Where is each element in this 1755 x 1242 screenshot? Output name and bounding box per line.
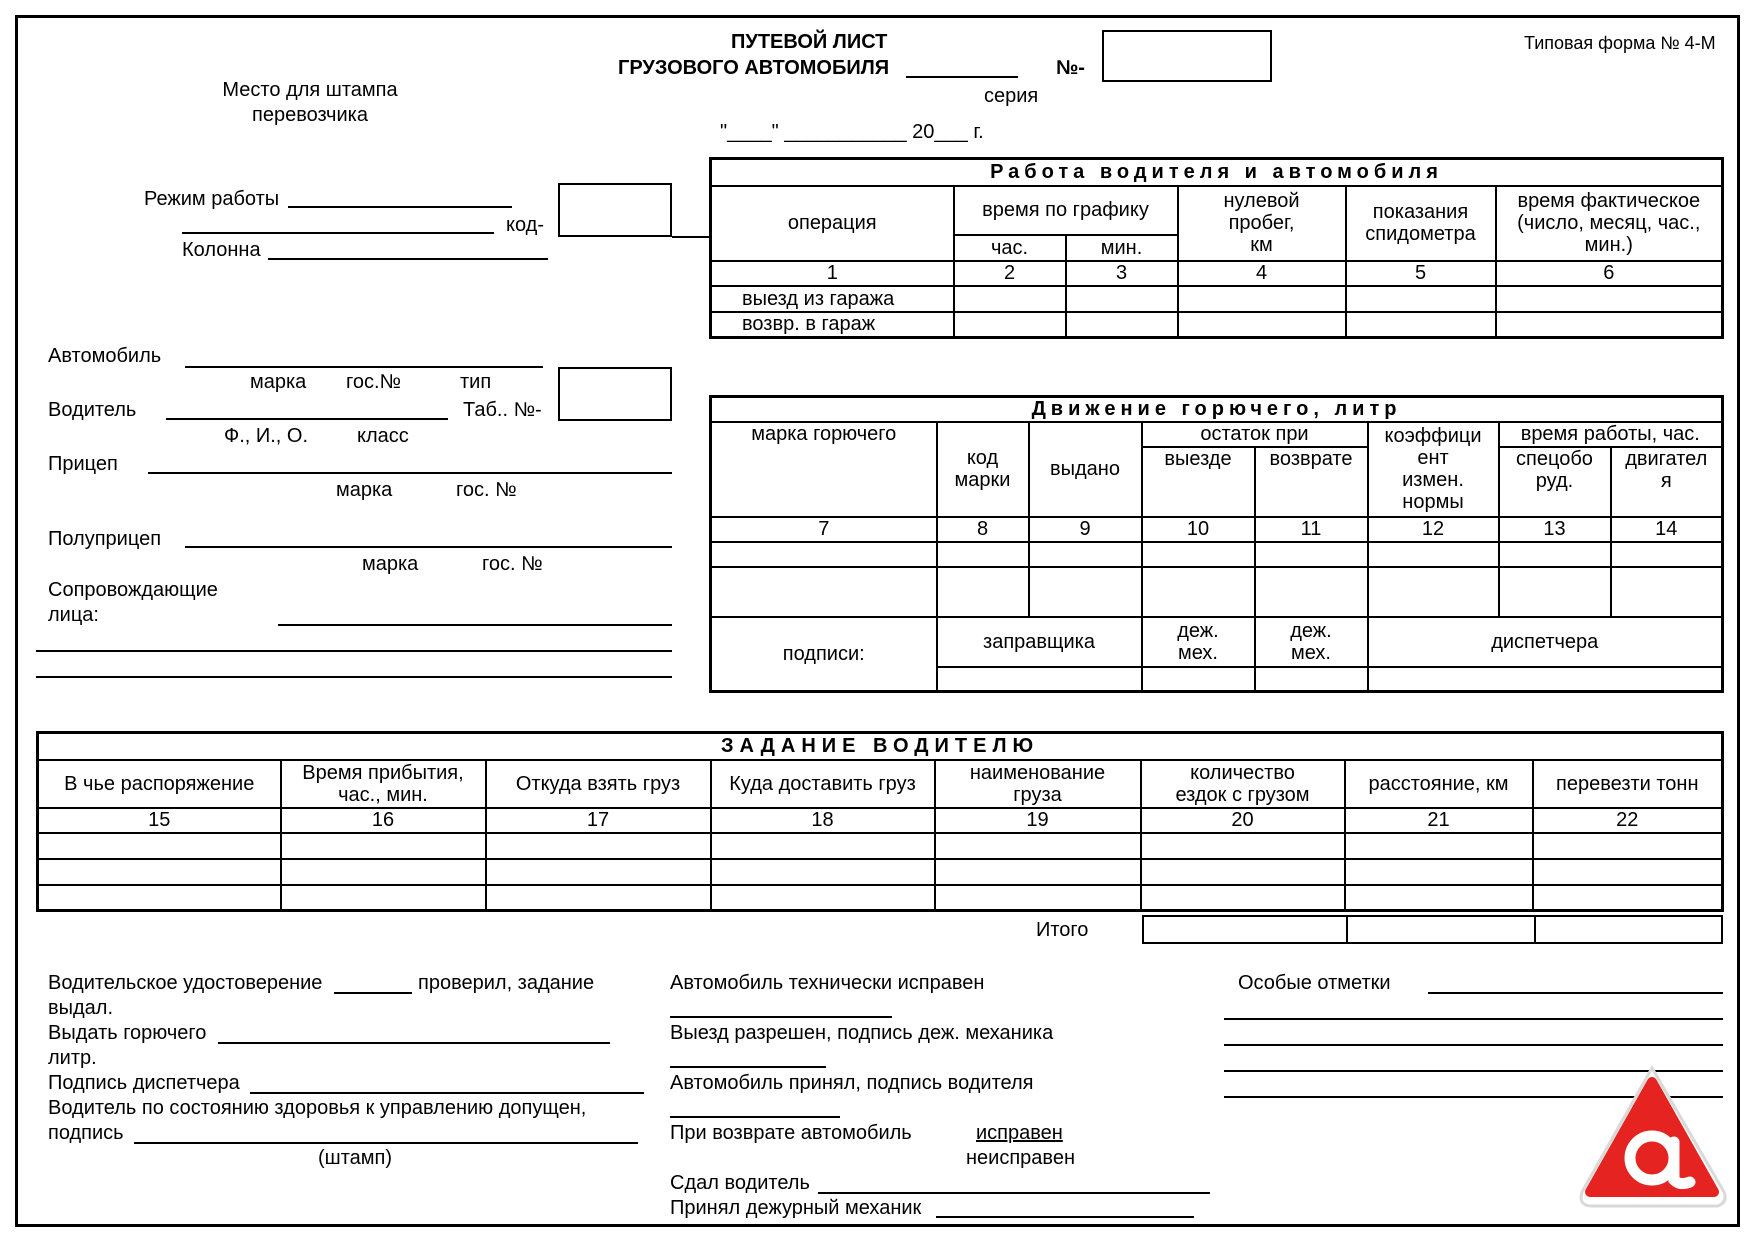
semitrailer-label: Полуприцеп — [48, 528, 162, 550]
fuel-sig-cell[interactable] — [1142, 667, 1255, 692]
work-col-actual: время фактическое (число, месяц, час., мин.) — [1496, 186, 1723, 261]
driver-line[interactable] — [166, 418, 448, 420]
task-col-22: перевезти тонн — [1533, 760, 1723, 808]
tech-ok-line[interactable] — [670, 1016, 892, 1018]
code-label: код- — [506, 214, 544, 236]
health-sign-line[interactable] — [134, 1142, 638, 1144]
task-cell[interactable] — [935, 833, 1141, 859]
work-col-schedule: время по графику — [954, 186, 1178, 235]
special-notes-line3[interactable] — [1224, 1044, 1723, 1046]
series-line[interactable] — [906, 76, 1018, 78]
fuel-cell[interactable] — [1255, 542, 1368, 567]
number-mark: №- — [1056, 57, 1085, 79]
accompany-line2[interactable] — [36, 650, 672, 652]
total-cell[interactable] — [1143, 916, 1347, 943]
fuel-num-12: 12 — [1368, 517, 1499, 542]
handed-line[interactable] — [818, 1192, 1210, 1194]
stamp-note: (штамп) — [318, 1147, 393, 1169]
fuel-cell[interactable] — [937, 542, 1029, 567]
code-box[interactable] — [558, 183, 672, 237]
unserviceable-option[interactable]: неисправен — [966, 1147, 1075, 1169]
fuel-sig-dispatcher: диспетчера — [1368, 617, 1723, 667]
fuel-cell[interactable] — [1499, 567, 1611, 617]
semitrailer-sub-plate: гос. № — [482, 553, 543, 575]
task-cell[interactable] — [38, 859, 281, 885]
total-cell[interactable] — [1347, 916, 1535, 943]
health-label: Водитель по состоянию здоровья к управлению допущен, — [48, 1097, 587, 1119]
fuel-col-back: возврате — [1255, 447, 1368, 517]
task-cell[interactable] — [1141, 859, 1345, 885]
work-cell[interactable] — [1178, 286, 1346, 312]
task-row — [38, 833, 1723, 859]
fuel-row-1 — [711, 542, 1723, 567]
task-cell[interactable] — [486, 833, 711, 859]
fuel-sig-cell[interactable] — [1368, 667, 1723, 692]
fuel-num-13: 13 — [1499, 517, 1611, 542]
work-cell[interactable] — [1346, 286, 1496, 312]
car-line[interactable] — [185, 366, 543, 368]
task-row — [38, 859, 1723, 885]
task-num: 18 — [711, 808, 935, 833]
task-col-20: количество ездок с грузом — [1141, 760, 1345, 808]
work-cell[interactable] — [1346, 312, 1496, 338]
task-cell[interactable] — [1345, 833, 1533, 859]
work-num-4: 4 — [1178, 261, 1346, 286]
fuel-sig-cell[interactable] — [1255, 667, 1368, 692]
accompany-line1[interactable] — [278, 624, 672, 626]
fuel-issue-label: Выдать горючего — [48, 1022, 207, 1044]
number-box[interactable] — [1102, 30, 1272, 82]
fuel-cell[interactable] — [1029, 567, 1142, 617]
car-taken-label: Автомобиль принял, подпись водителя — [670, 1072, 1034, 1094]
dispatcher-sign-line[interactable] — [250, 1092, 644, 1094]
work-num-1: 1 — [711, 261, 954, 286]
work-row-label: возвр. в гараж — [711, 312, 954, 338]
driver-label: Водитель — [48, 399, 137, 421]
fuel-col-brand: марка горючего — [711, 422, 937, 517]
work-row-out — [711, 286, 1723, 312]
handed-label: Сдал водитель — [670, 1172, 810, 1194]
task-cell[interactable] — [281, 833, 486, 859]
task-col-18: Куда доставить груз — [711, 760, 935, 808]
stamp-line2: перевозчика — [252, 104, 368, 126]
fuel-col-remain: остаток при — [1142, 422, 1368, 447]
work-num-6: 6 — [1496, 261, 1723, 286]
fuel-row-2 — [711, 567, 1723, 617]
task-col-17: Откуда взять груз — [486, 760, 711, 808]
work-col-operation: операция — [711, 186, 954, 261]
fuel-col-special: спецобо руд. — [1499, 447, 1611, 517]
work-mode-line[interactable] — [288, 206, 512, 208]
car-taken-line[interactable] — [670, 1116, 840, 1118]
task-num: 20 — [1141, 808, 1345, 833]
work-col-hour: час. — [954, 235, 1066, 261]
work-mode-line2[interactable] — [182, 232, 494, 234]
column-label: Колонна — [182, 239, 261, 261]
series-label: серия — [984, 85, 1039, 107]
total-label: Итого — [1036, 919, 1089, 941]
health-sign-label: подпись — [48, 1122, 124, 1144]
car-sub-type: тип — [460, 371, 492, 393]
trailer-label: Прицеп — [48, 453, 118, 475]
accompany-label1: Сопровождающие — [48, 579, 218, 601]
work-col-speedometer: показания спидометра — [1346, 186, 1496, 261]
stamp-line1: Место для штампа — [222, 79, 398, 101]
task-cell[interactable] — [711, 885, 935, 911]
fuel-sig-fueler: заправщика — [937, 617, 1142, 667]
work-mode-label: Режим работы — [144, 188, 280, 210]
semitrailer-sub-brand: марка — [362, 553, 419, 575]
special-notes-line1[interactable] — [1428, 992, 1723, 994]
license-line[interactable] — [334, 992, 412, 994]
task-row — [38, 885, 1723, 911]
form-type: Типовая форма № 4-М — [1524, 33, 1716, 53]
fuel-issue-unit: литр. — [48, 1047, 97, 1069]
task-table — [36, 731, 1724, 912]
task-cell[interactable] — [935, 885, 1141, 911]
task-cell[interactable] — [38, 885, 281, 911]
task-num: 19 — [935, 808, 1141, 833]
trailer-sub-brand: марка — [336, 479, 393, 501]
work-cell[interactable] — [954, 312, 1066, 338]
work-num-3: 3 — [1066, 261, 1178, 286]
license-checked: проверил, задание — [418, 972, 595, 994]
tab-box[interactable] — [558, 367, 672, 421]
driver-sub-class: класс — [357, 425, 409, 447]
accompany-label2: лица: — [48, 604, 99, 626]
work-cell[interactable] — [1496, 312, 1723, 338]
fuel-num-14: 14 — [1611, 517, 1723, 542]
fuel-cell[interactable] — [1255, 567, 1368, 617]
work-col-min: мин. — [1066, 235, 1178, 261]
fuel-table — [709, 395, 1724, 693]
special-notes-label: Особые отметки — [1238, 972, 1391, 994]
task-num: 15 — [38, 808, 281, 833]
task-col-15: В чье распоряжение — [38, 760, 281, 808]
car-label: Автомобиль — [48, 345, 162, 367]
fuel-table-title: Движение горючего, литр — [711, 397, 1723, 422]
fuel-cell[interactable] — [1368, 567, 1499, 617]
task-cell[interactable] — [1141, 885, 1345, 911]
task-cell[interactable] — [711, 859, 935, 885]
date-line[interactable]: "____" ___________ 20___ г. — [720, 121, 984, 143]
fuel-cell[interactable] — [1611, 542, 1723, 567]
fuel-col-code: код марки — [937, 422, 1029, 517]
fuel-num-11: 11 — [1255, 517, 1368, 542]
received-label: Принял дежурный механик — [670, 1197, 922, 1219]
fuel-col-out: выезде — [1142, 447, 1255, 517]
task-cell[interactable] — [1533, 833, 1723, 859]
work-cell[interactable] — [1178, 312, 1346, 338]
fuel-cell[interactable] — [711, 542, 937, 567]
fuel-cell[interactable] — [1142, 567, 1255, 617]
task-num: 16 — [281, 808, 486, 833]
task-cell[interactable] — [486, 859, 711, 885]
fuel-cell[interactable] — [1142, 542, 1255, 567]
exit-ok-line[interactable] — [670, 1066, 826, 1068]
task-cell[interactable] — [281, 859, 486, 885]
task-cell[interactable] — [1141, 833, 1345, 859]
task-num: 22 — [1533, 808, 1723, 833]
task-cell[interactable] — [1345, 885, 1533, 911]
fuel-cell[interactable] — [1029, 542, 1142, 567]
fuel-sig-cell[interactable] — [937, 667, 1142, 692]
fuel-sig-mech1: деж. мех. — [1142, 617, 1255, 667]
semitrailer-line[interactable] — [185, 546, 672, 548]
fuel-sig-mech2: деж. мех. — [1255, 617, 1368, 667]
work-row-label: выезд из гаража — [711, 286, 954, 312]
work-cell[interactable] — [1496, 286, 1723, 312]
fuel-cell[interactable] — [937, 567, 1029, 617]
work-num-5: 5 — [1346, 261, 1496, 286]
task-cell[interactable] — [711, 833, 935, 859]
fuel-col-engine: двигател я — [1611, 447, 1723, 517]
task-num: 17 — [486, 808, 711, 833]
fuel-cell[interactable] — [1611, 567, 1723, 617]
task-col-21: расстояние, км — [1345, 760, 1533, 808]
work-table — [709, 157, 1724, 339]
task-cell[interactable] — [486, 885, 711, 911]
fuel-signatures-label: подписи: — [711, 617, 937, 692]
tab-no-label: Таб.. №- — [463, 399, 542, 421]
dispatcher-sign-label: Подпись диспетчера — [48, 1072, 240, 1094]
fuel-num-8: 8 — [937, 517, 1029, 542]
work-table-title: Работа водителя и автомобиля — [711, 159, 1723, 186]
task-col-16: Время прибытия, час., мин. — [281, 760, 486, 808]
fuel-num-10: 10 — [1142, 517, 1255, 542]
serviceable-option[interactable]: исправен — [976, 1122, 1063, 1144]
title-line1: ПУТЕВОЙ ЛИСТ — [731, 31, 888, 53]
task-num: 21 — [1345, 808, 1533, 833]
task-cell[interactable] — [1533, 885, 1723, 911]
trailer-line[interactable] — [148, 472, 672, 474]
code-connector — [672, 236, 710, 238]
exit-ok-label: Выезд разрешен, подпись деж. механика — [670, 1022, 1054, 1044]
task-cell[interactable] — [935, 859, 1141, 885]
driver-sub-fio: Ф., И., О. — [224, 425, 309, 447]
fuel-col-worktime: время работы, час. — [1499, 422, 1723, 447]
car-sub-plate: гос.№ — [346, 371, 401, 393]
work-cell[interactable] — [954, 286, 1066, 312]
fuel-cell[interactable] — [1368, 542, 1499, 567]
title-line2: ГРУЗОВОГО АВТОМОБИЛЯ — [618, 57, 890, 79]
fuel-cell[interactable] — [711, 567, 937, 617]
fuel-col-issued: выдано — [1029, 422, 1142, 517]
work-num-2: 2 — [954, 261, 1066, 286]
car-sub-brand: марка — [250, 371, 307, 393]
total-table — [1142, 915, 1723, 944]
work-col-zero-run: нулевой пробег, км — [1178, 186, 1346, 261]
fuel-num-7: 7 — [711, 517, 937, 542]
trailer-sub-plate: гос. № — [456, 479, 517, 501]
license-issued: выдал. — [48, 997, 114, 1019]
fuel-num-9: 9 — [1029, 517, 1142, 542]
column-line[interactable] — [268, 258, 548, 260]
task-cell[interactable] — [1345, 859, 1533, 885]
task-table-title: ЗАДАНИЕ ВОДИТЕЛЮ — [38, 733, 1723, 760]
work-row-back — [711, 312, 1723, 338]
special-notes-line2[interactable] — [1224, 1018, 1723, 1020]
return-label: При возврате автомобиль — [670, 1122, 912, 1144]
work-cell[interactable] — [1066, 286, 1178, 312]
license-label: Водительское удостоверение — [48, 972, 323, 994]
tech-ok-label: Автомобиль технически исправен — [670, 972, 985, 994]
task-cell[interactable] — [38, 833, 281, 859]
work-cell[interactable] — [1066, 312, 1178, 338]
task-cell[interactable] — [281, 885, 486, 911]
task-cell[interactable] — [1533, 859, 1723, 885]
fuel-col-coef: коэффици ент измен. нормы — [1368, 422, 1499, 517]
accompany-line3[interactable] — [36, 676, 672, 678]
a-letter-triangle-logo-icon — [1572, 1060, 1732, 1220]
fuel-cell[interactable] — [1499, 542, 1611, 567]
task-col-19: наименование груза — [935, 760, 1141, 808]
received-line[interactable] — [936, 1216, 1194, 1218]
total-cell[interactable] — [1535, 916, 1722, 943]
fuel-issue-line[interactable] — [218, 1042, 610, 1044]
